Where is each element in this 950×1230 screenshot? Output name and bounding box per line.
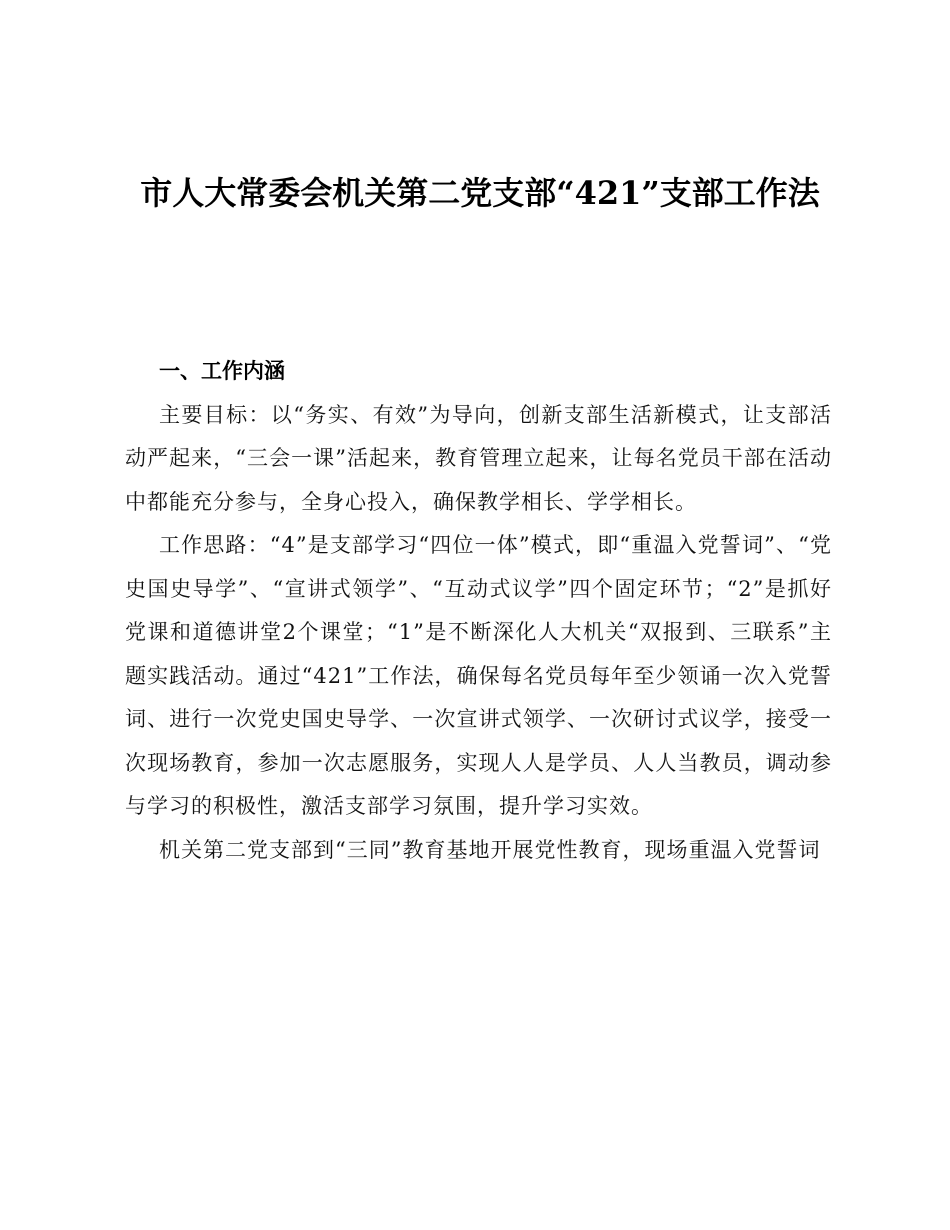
paragraph-main-goal: 主要目标：以“务实、有效”为导向，创新支部生活新模式，让支部活动严起来，“三会一课”活起来，教育管理立起来，让每名党员干部在活动中都能充分参与，全身心投入，确保教学相长、学学相长。 [125,402,832,514]
document-body [125,350,832,872]
section-heading-work-connotation: 一、工作内涵 [159,359,285,383]
paragraph-photo-caption: 机关第二党支部到“三同”教育基地开展党性教育，现场重温入党誓词 [159,837,821,862]
paragraph-work-approach: 工作思路：“4”是支部学习“四位一体”模式，即“重温入党誓词”、“党史国史导学”、“宣讲式领学”、“互动式议学”四个固定环节；“2”是抓好党课和道德讲堂2个课堂；“1”是不断深化人大机关“双报到、三联系”主题实践活动。通过“421”工作法，确保每名党员每年至少领诵一次入党誓词、进行一次党史国史导学、一次宣讲式领学、一次研讨式议学，接受一次现场教育，参加一次志愿服务，实现人人是学员、人人当教员，调动参与学习的积极性，激活支部学习氛围，提升学习实效。 [125,533,832,818]
document-title: 市人大常委会机关第二党支部“421”支部工作法 [140,174,820,212]
